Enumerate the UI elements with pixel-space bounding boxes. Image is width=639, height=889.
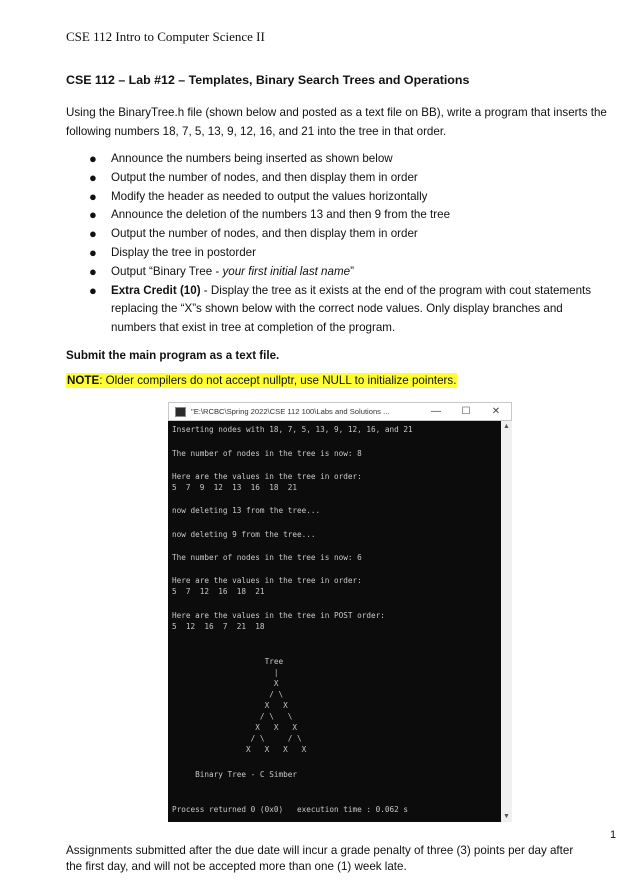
bullet-icon: ●: [89, 226, 97, 242]
console-output: [168, 421, 501, 822]
list-item: ● Modify the header as needed to output the values horizontally: [66, 188, 611, 207]
bullet-icon: ●: [89, 244, 97, 260]
close-button[interactable]: ✕: [491, 406, 501, 417]
terminal-icon: [175, 407, 186, 417]
console-line: now deleting 13 from the tree...: [172, 506, 321, 515]
console-line: 5 7 9 12 13 16 18 21: [172, 483, 297, 492]
page-number: 1: [610, 829, 617, 841]
bullet-icon: ●: [89, 282, 97, 298]
intro-paragraph: Using the BinaryTree.h file (shown below and posted as a text file on BB), write a program that inserts the following numbers 18, 7, 5, 13, 9, 12, 16, and 21 into the tree in that order.: [66, 106, 607, 138]
scroll-up-icon[interactable]: ▲: [503, 423, 510, 430]
task-list: [66, 150, 611, 338]
extra-credit-text: - Display the tree as it exists at the end of the program with cout statements replacing the “X”s shown below with the correct node values. Only display branches and numbers that exist in tree at completion of the program.: [111, 283, 592, 335]
console-line: Here are the values in the tree in POST order:: [172, 611, 385, 620]
minimize-button[interactable]: —: [431, 406, 441, 417]
console-line: 5 12 16 7 21 18: [172, 622, 265, 631]
tree-line: X X: [172, 701, 288, 710]
console-line: Here are the values in the tree in order:: [172, 472, 362, 481]
tree-line: / \ / \: [172, 734, 302, 743]
bullet-icon: ●: [89, 263, 97, 279]
bullet-icon: ●: [89, 169, 97, 185]
tree-line: / \ \: [172, 712, 293, 721]
maximize-button[interactable]: ☐: [461, 406, 471, 417]
console-title: "E:\RCBC\Spring 2022\CSE 112 100\Labs and Solutions ...: [191, 407, 390, 416]
console-line: The number of nodes in the tree is now: 6: [172, 553, 362, 562]
extra-credit-label: Extra Credit (10): [111, 283, 201, 297]
bullet-icon: ●: [89, 188, 97, 204]
list-item: [66, 282, 611, 338]
console-line: 5 7 12 16 18 21: [172, 587, 265, 596]
submit-instruction: Submit the main program as a text file.: [66, 349, 280, 362]
task7-text: Output “Binary Tree - your first initial last name”: [111, 264, 354, 278]
console-line: Binary Tree - C Simber: [172, 770, 297, 779]
console-titlebar[interactable]: [168, 402, 512, 421]
bullet-icon: ●: [89, 151, 97, 166]
list-item: ● Announce the deletion of the numbers 13 and then 9 from the tree: [66, 206, 611, 225]
console-line: Inserting nodes with 18, 7, 5, 13, 9, 12, 16, and 21: [172, 425, 413, 434]
tree-line: X: [172, 679, 279, 688]
course-header: CSE 112 Intro to Computer Science II: [66, 29, 265, 44]
note-highlight: NOTE: Older compilers do not accept nullptr, use NULL to initialize pointers.: [67, 374, 457, 387]
tree-line: Tree: [172, 657, 284, 666]
list-item: ● Display the tree in postorder: [66, 244, 611, 263]
console-line: Here are the values in the tree in order:: [172, 576, 362, 585]
tree-line: / \: [172, 690, 284, 699]
vertical-scrollbar[interactable]: [501, 421, 512, 822]
late-policy-footer: Assignments submitted after the due date will incur a grade penalty of three (3) points per day after the first day, and will not be accepted more than one (1) week late.: [66, 844, 574, 873]
tree-line: X X X X: [172, 745, 307, 754]
bullet-icon: ●: [89, 207, 97, 223]
tree-line: |: [172, 668, 279, 677]
scroll-down-icon[interactable]: ▼: [503, 813, 510, 820]
console-line: now deleting 9 from the tree...: [172, 530, 316, 539]
list-item: ● Output the number of nodes, and then display them in order: [66, 169, 611, 188]
console-line: Process returned 0 (0x0) execution time : 0.062 s: [172, 805, 409, 814]
console-window: [168, 402, 512, 822]
lab-title: CSE 112 – Lab #12 – Templates, Binary Search Trees and Operations: [66, 73, 470, 87]
tree-line: X X X: [172, 723, 297, 732]
list-item: ● Announce the numbers being inserted as shown below: [66, 150, 611, 169]
console-line: The number of nodes in the tree is now: 8: [172, 449, 362, 458]
list-item: ● Output the number of nodes, and then display them in order: [66, 225, 611, 244]
list-item: [66, 263, 611, 282]
